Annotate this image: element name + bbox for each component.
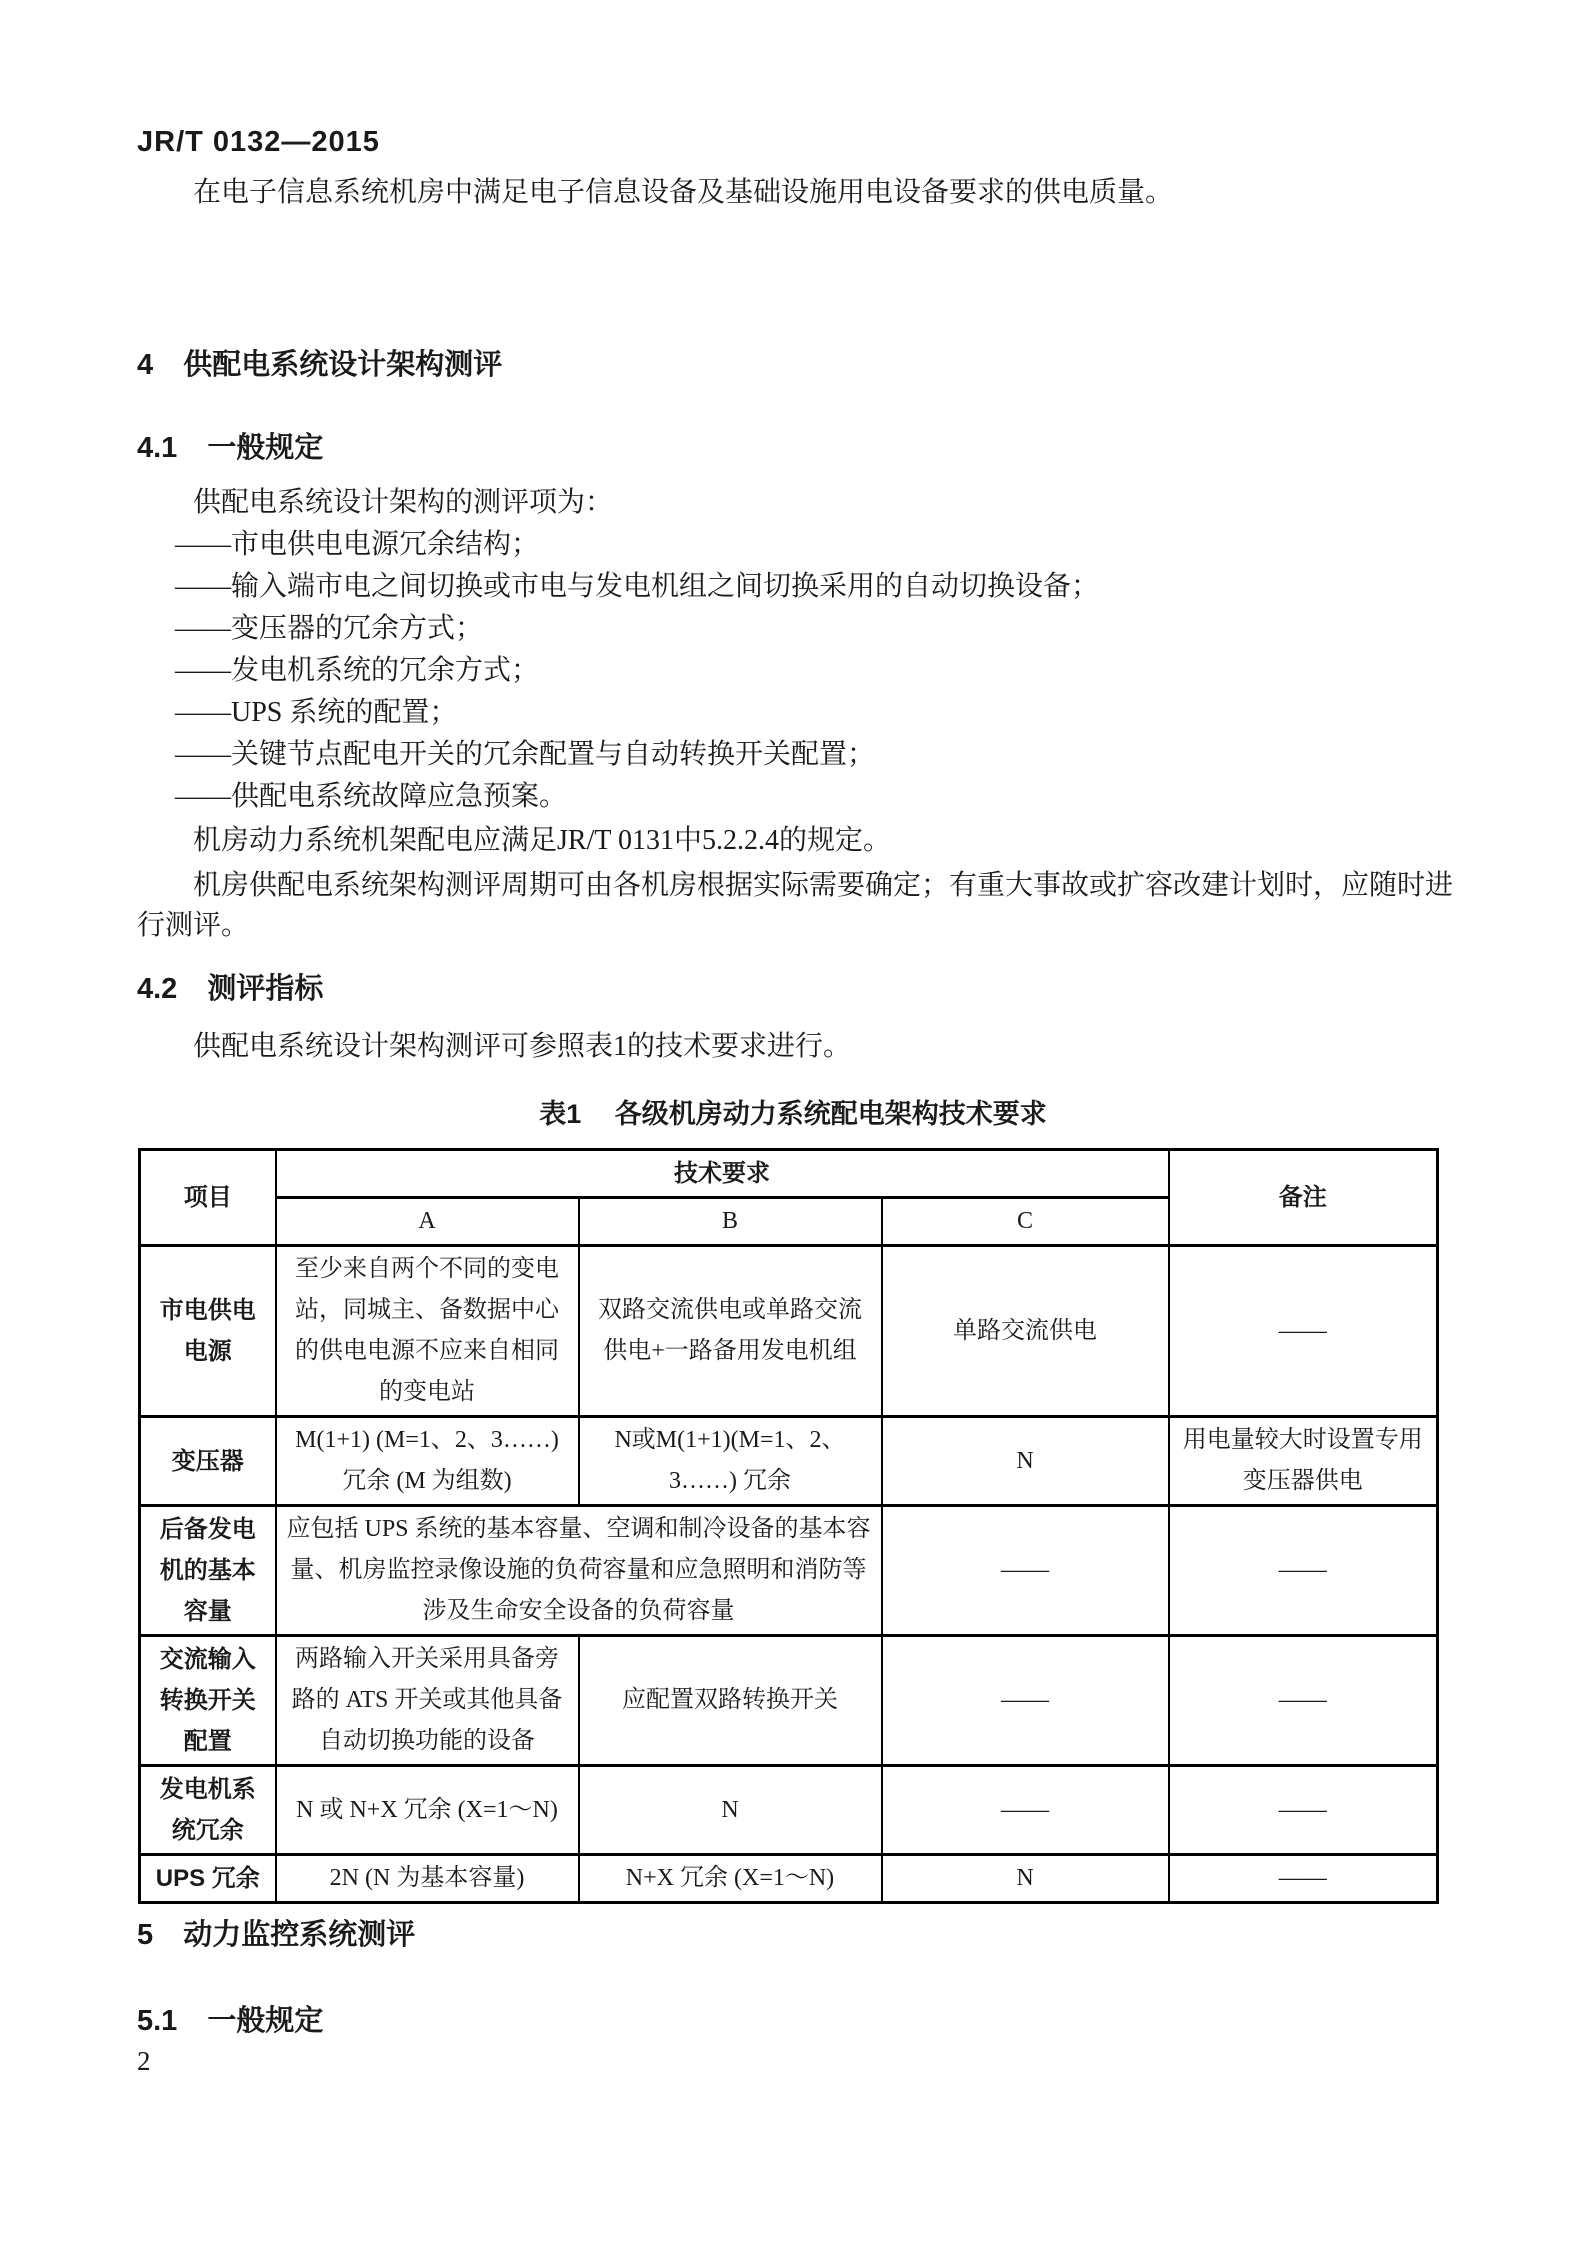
section-5-1-heading: [137, 1998, 323, 2039]
cell-b: 双路交流供电或单路交流供电+一路备用发电机组: [579, 1246, 882, 1417]
body-paragraph: 机房动力系统机架配电应满足JR/T 0131中5.2.2.4的规定。: [193, 825, 891, 856]
cell-c: ——: [882, 1506, 1169, 1636]
section-title: 供配电系统设计架构测评: [183, 349, 503, 381]
section-number: 4.2: [137, 973, 178, 1005]
cell-item: 发电机系统冗余: [140, 1766, 276, 1855]
section-title: 一般规定: [207, 432, 324, 464]
table-row: [140, 1766, 1438, 1855]
page-number: 2: [137, 2046, 151, 2076]
list-item: ——供配电系统故障应急预案。: [175, 781, 568, 812]
list-item: ——输入端市电之间切换或市电与发电机组之间切换采用的自动切换设备；: [175, 571, 1100, 602]
list-item: ——市电供电电源冗余结构；: [175, 529, 540, 560]
list-item: ——UPS 系统的配置；: [175, 697, 458, 728]
table-row: [140, 1636, 1438, 1766]
cell-a: 至少来自两个不同的变电站，同城主、备数据中心的供电电源不应来自相同的变电站: [276, 1246, 579, 1417]
header-cell-remark: 备注: [1169, 1150, 1438, 1246]
cell-item: 交流输入转换开关配置: [140, 1636, 276, 1766]
table-row: [140, 1246, 1438, 1417]
cell-c: 单路交流供电: [882, 1246, 1169, 1417]
cell-remark: ——: [1169, 1506, 1438, 1636]
cell-c: N: [882, 1417, 1169, 1506]
section-4-2-heading: [137, 966, 323, 1007]
cell-c: ——: [882, 1766, 1169, 1855]
cell-b: N或M(1+1)(M=1、2、3……) 冗余: [579, 1417, 882, 1506]
header-cell-tech: 技术要求: [276, 1150, 1169, 1198]
section-title: 测评指标: [207, 973, 324, 1005]
cell-b: N: [579, 1766, 882, 1855]
section-number: 4: [137, 349, 154, 381]
table-row: [140, 1855, 1438, 1903]
cell-a: N 或 N+X 冗余 (X=1～N): [276, 1766, 579, 1855]
section-4-1-heading: [137, 425, 323, 466]
cell-remark: 用电量较大时设置专用变压器供电: [1169, 1417, 1438, 1506]
section-title: 动力监控系统测评: [183, 1919, 416, 1951]
cell-remark: ——: [1169, 1246, 1438, 1417]
table-label: 表1: [539, 1099, 582, 1129]
section-4-heading: [137, 342, 502, 383]
cell-c: N: [882, 1855, 1169, 1903]
doc-number-header: JR/T 0132—2015: [137, 126, 380, 158]
cell-item: 市电供电电源: [140, 1246, 276, 1417]
cell-a: 2N (N 为基本容量): [276, 1855, 579, 1903]
cell-a: M(1+1) (M=1、2、3……) 冗余 (M 为组数): [276, 1417, 579, 1506]
section-5-heading: [137, 1912, 415, 1953]
cell-remark: ——: [1169, 1855, 1438, 1903]
list-item: ——变压器的冗余方式；: [175, 613, 484, 644]
dash-list: [137, 524, 1517, 818]
table-header-row: [140, 1150, 1438, 1198]
cell-b: N+X 冗余 (X=1～N): [579, 1855, 882, 1903]
cell-remark: ——: [1169, 1636, 1438, 1766]
intro-paragraph: 在电子信息系统机房中满足电子信息设备及基础设施用电设备要求的供电质量。: [193, 177, 1174, 208]
header-cell-b: B: [579, 1198, 882, 1246]
table-1: [138, 1148, 1439, 1904]
section-title: 一般规定: [207, 2005, 324, 2037]
body-paragraph: 机房供配电系统架构测评周期可由各机房根据实际需要确定；有重大事故或扩容改建计划时，应随时进行测评。: [137, 870, 1454, 941]
list-item: ——关键节点配电开关的冗余配置与自动转换开关配置；: [175, 739, 876, 770]
cell-c: ——: [882, 1636, 1169, 1766]
list-item: ——发电机系统的冗余方式；: [175, 655, 540, 686]
cell-a: 两路输入开关采用具备旁路的 ATS 开关或其他具备自动切换功能的设备: [276, 1636, 579, 1766]
lead-paragraph: 供配电系统设计架构的测评项为：: [193, 487, 614, 518]
lead-paragraph: 供配电系统设计架构测评可参照表1的技术要求进行。: [193, 1031, 852, 1062]
cell-item: 后备发电机的基本容量: [140, 1506, 276, 1636]
cell-ab: 应包括 UPS 系统的基本容量、空调和制冷设备的基本容量、机房监控录像设施的负荷容量和应急照明和消防等涉及生命安全设备的负荷容量: [276, 1506, 882, 1636]
header-cell-item: 项目: [140, 1150, 276, 1246]
header-cell-c: C: [882, 1198, 1169, 1246]
table-row: [140, 1506, 1438, 1636]
section-number: 5.1: [137, 2005, 178, 2037]
cell-item: UPS 冗余: [140, 1855, 276, 1903]
table-caption: [0, 1092, 1586, 1131]
header-cell-a: A: [276, 1198, 579, 1246]
section-number: 5: [137, 1919, 154, 1951]
section-number: 4.1: [137, 432, 178, 464]
cell-remark: ——: [1169, 1766, 1438, 1855]
table-title: 各级机房动力系统配电架构技术要求: [614, 1099, 1047, 1129]
cell-item: 变压器: [140, 1417, 276, 1506]
table-row: [140, 1417, 1438, 1506]
cell-b: 应配置双路转换开关: [579, 1636, 882, 1766]
